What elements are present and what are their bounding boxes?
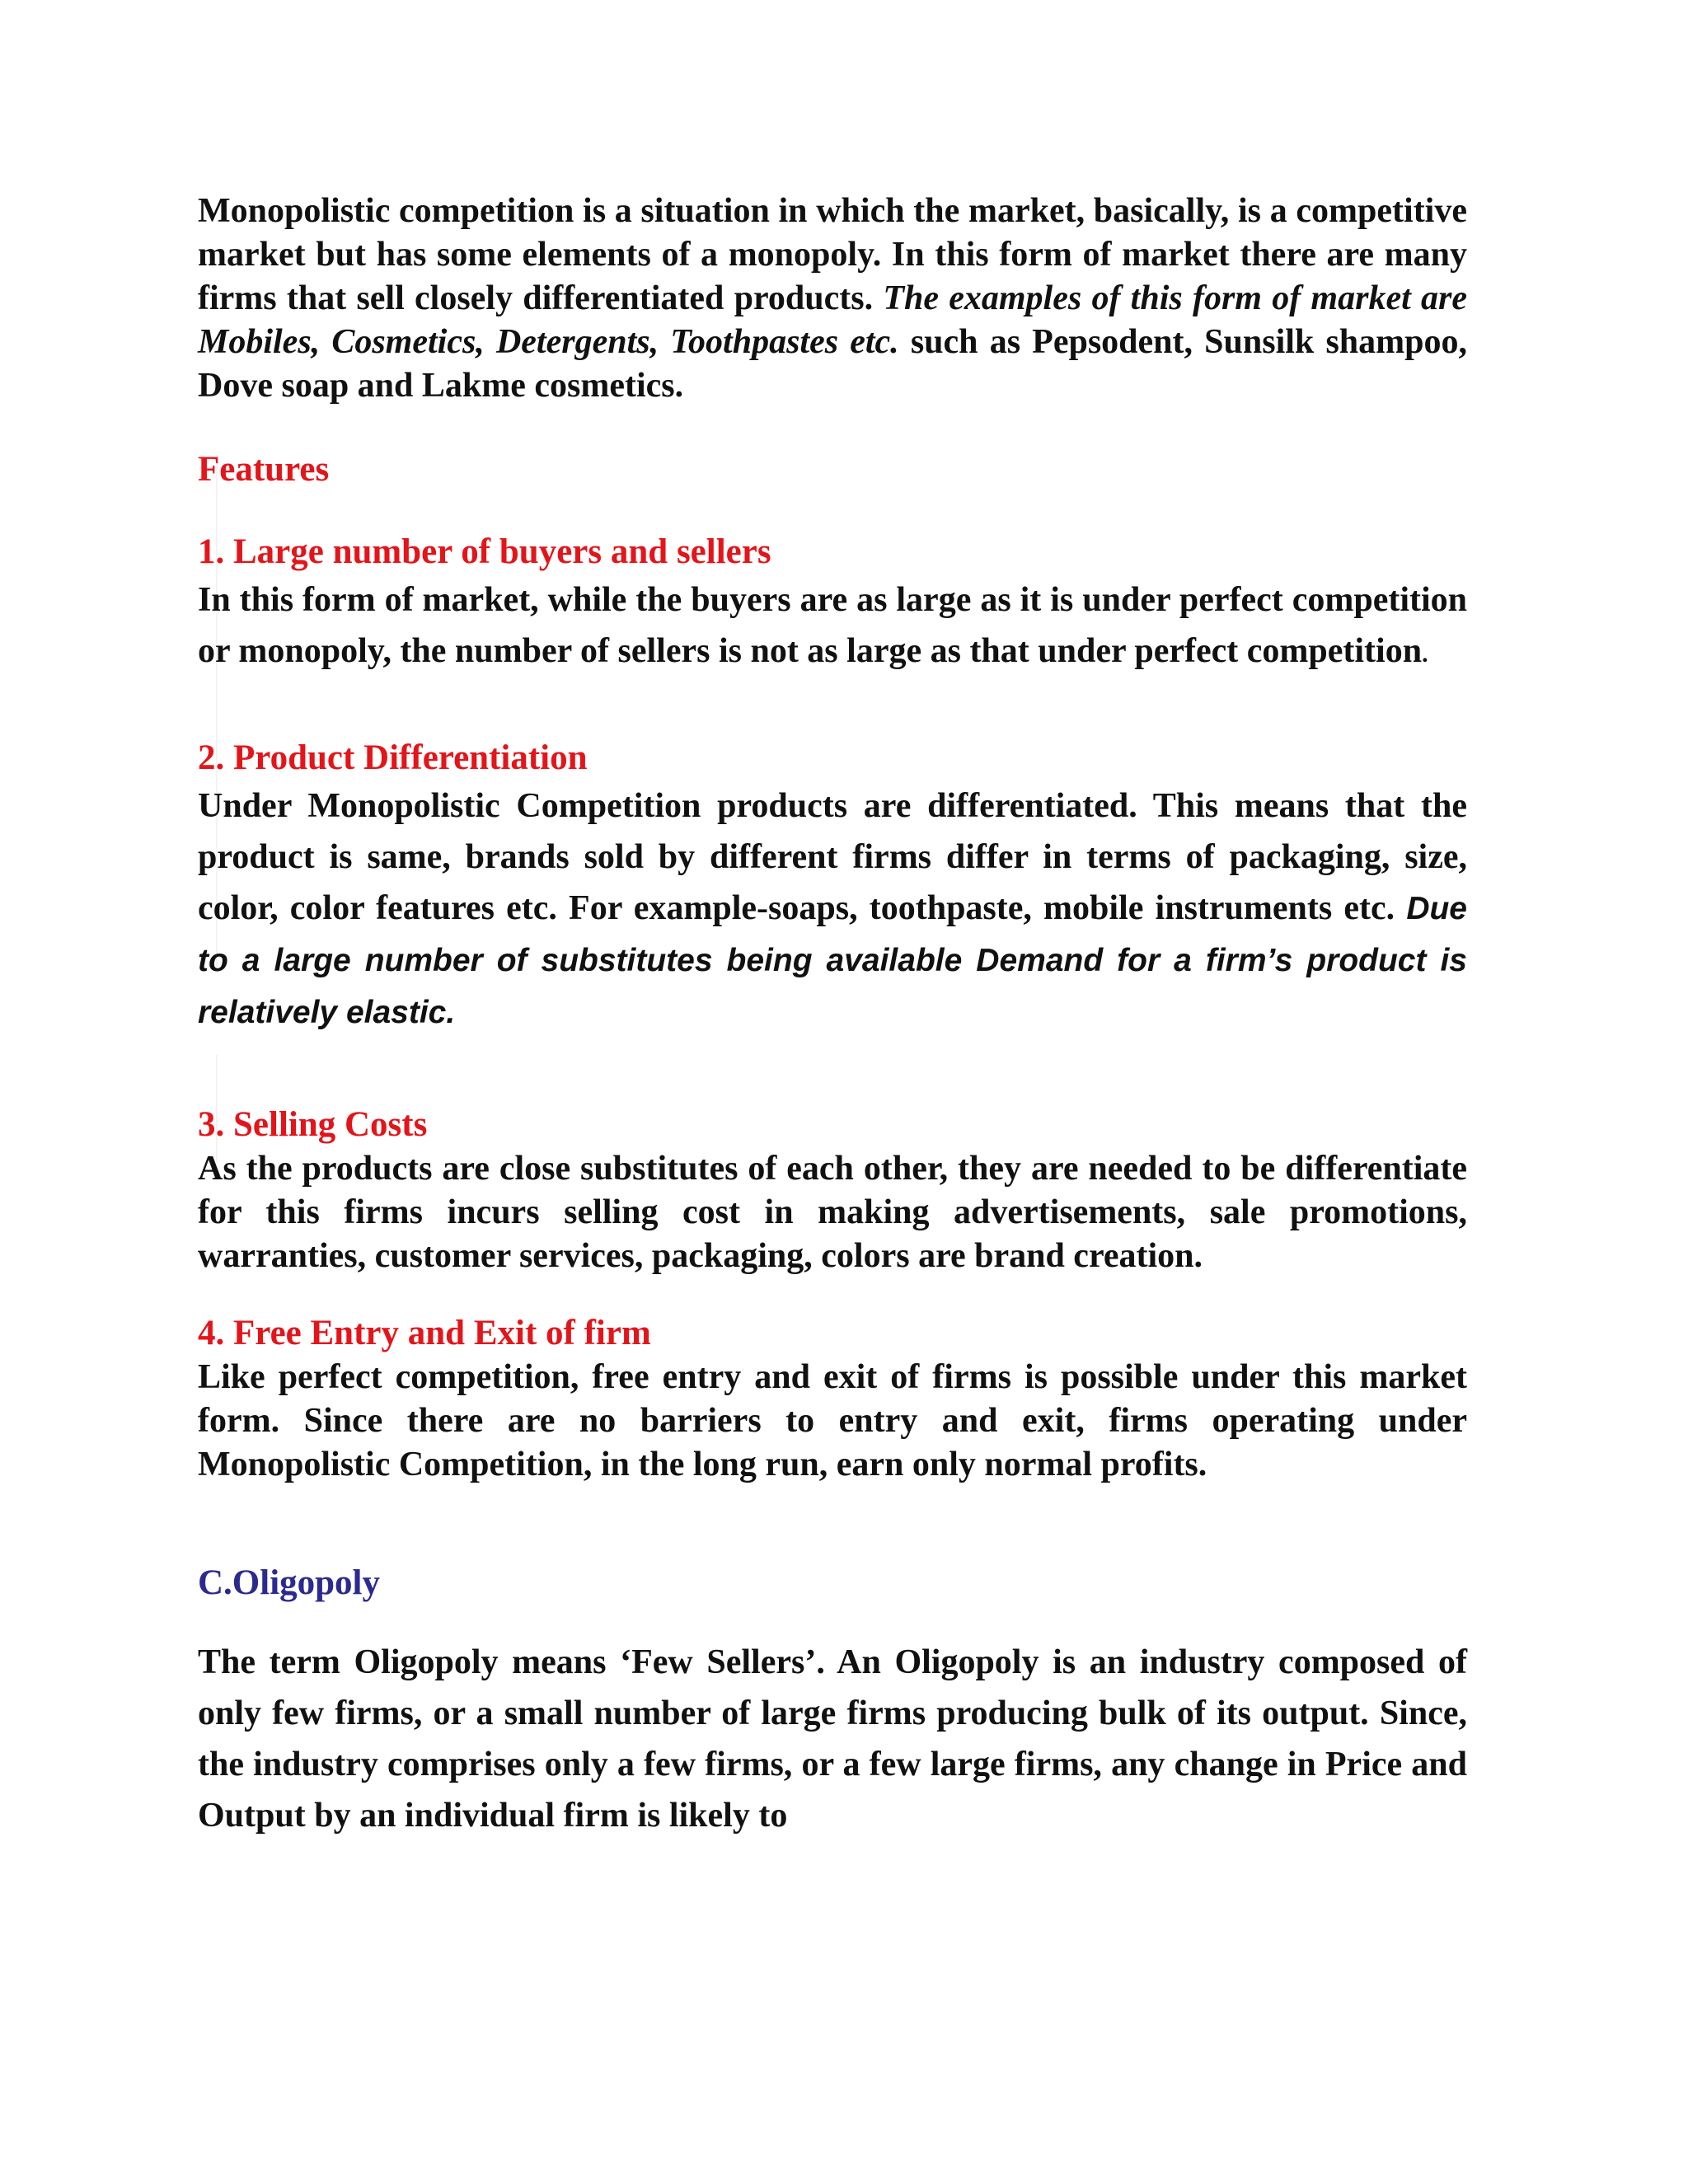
features-heading: Features (198, 450, 330, 489)
intro-text: Monopolistic competition is a situation in which the market, basically, is a competitive market but has some elements of a monopoly. In this form of market there are many firms that sell closely differentiated products. (198, 192, 1467, 317)
feature-1-text: In this form of market, while the buyers are as large as it is under perfect competition or monopoly, the number of sellers is not as large as that under perfect competition (198, 581, 1467, 670)
intro-examples: The examples of this form of market are Mobiles, Cosmetics, Detergents, Toothpastes etc. (198, 279, 1467, 361)
feature-1-period: . (1422, 640, 1428, 668)
feature-2-text: Under Monopolistic Competition products are differentiated. This means that the product is same, brands sold by different firms differ in terms of packaging, size, color, color features etc. For example-soaps, toothpaste, mobile instruments etc. (198, 787, 1467, 927)
feature-2-heading: 2. Product Differentiation (198, 738, 588, 777)
oligopoly-body: The term Oligopoly means ‘Few Sellers’. An Oligopoly is an industry composed of only few firms, or a small number of large firms producing bulk of its output. Since, the industry comprises only a few firms, or a few large firms, any change in Price and Output by an individual firm is likely to (198, 1643, 1467, 1835)
feature-3-heading: 3. Selling Costs (198, 1105, 428, 1144)
feature-1-body (198, 574, 1467, 680)
feature-4-body: Like perfect competition, free entry and exit of firms is possible under this market form. Since there are no barriers to entry and exit, firms operating under Monopolistic Competition, in the long run, earn only normal profits. (198, 1358, 1467, 1483)
intro-text-end: such as Pepsodent, Sunsilk shampoo, Dove soap and Lakme cosmetics. (198, 323, 1467, 405)
oligopoly-heading: C.Oligopoly (198, 1563, 381, 1602)
feature-3-body: As the products are close substitutes of each other, they are needed to be differentiate for this firms incurs selling cost in making advertisements, sale promotions, warranties, customer services, packaging, colors are brand creation. (198, 1150, 1467, 1275)
feature-4-heading: 4. Free Entry and Exit of firm (198, 1314, 651, 1352)
document-page (198, 190, 1467, 1841)
feature-2-italic: Due to a large number of substitutes being available Demand for a firm’s product is relatively elastic. (198, 891, 1467, 1030)
intro-paragraph (198, 190, 1467, 408)
feature-1-heading: 1. Large number of buyers and sellers (198, 532, 771, 571)
feature-2-body (198, 780, 1467, 1038)
